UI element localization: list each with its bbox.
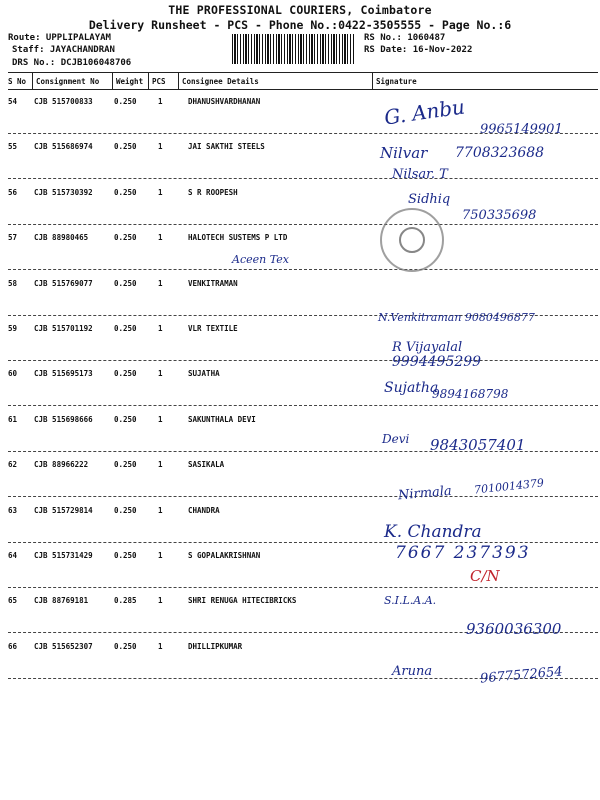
row-consignee: SHRI RENUGA HITECIBRICKS [188, 596, 297, 605]
row-sno: 66 [8, 642, 18, 651]
company-title: THE PROFESSIONAL COURIERS, Coimbatore [168, 3, 432, 17]
row-pcs: 1 [158, 460, 163, 469]
row-weight: 0.250 [114, 188, 137, 197]
row-consignee: HALOTECH SUSTEMS P LTD [188, 233, 288, 242]
row-consignee: CHANDRA [188, 506, 220, 515]
table-header [8, 72, 598, 90]
barcode [232, 34, 354, 64]
row-consignment: CJB 515652307 [34, 642, 93, 651]
col-divider [112, 72, 113, 90]
row-weight: 0.250 [114, 97, 137, 106]
col-divider [148, 72, 149, 90]
row-weight: 0.250 [114, 324, 137, 333]
col-sno: S No [8, 77, 27, 86]
handwritten-note: C/N [470, 567, 500, 585]
row-pcs: 1 [158, 551, 163, 560]
handwritten-signature: Nirmala [397, 483, 453, 504]
row-consignment: CJB 515698666 [34, 415, 93, 424]
row-consignment: CJB 515700833 [34, 97, 93, 106]
col-weight: Weight [116, 77, 144, 86]
rs-number: RS No.: 1060487 [364, 33, 446, 43]
row-weight: 0.250 [114, 142, 137, 151]
row-separator [8, 496, 598, 497]
row-consignment: CJB 515729814 [34, 506, 93, 515]
row-pcs: 1 [158, 506, 163, 515]
col-divider [372, 72, 373, 90]
row-separator [8, 269, 598, 270]
handwritten-phone: 9677572654 [479, 664, 564, 687]
route-label: Route: UPPLIPALAYAM [8, 33, 111, 43]
handwritten-note: Nilsar. T [392, 167, 448, 182]
handwritten-signature: Devi [382, 432, 410, 446]
row-pcs: 1 [158, 642, 163, 651]
col-divider [32, 72, 33, 90]
handwritten-signature: N.Venkitraman 9080496877 [378, 311, 535, 324]
row-consignment: CJB 88966222 [34, 460, 89, 469]
row-weight: 0.285 [114, 596, 137, 605]
row-sno: 64 [8, 551, 18, 560]
row-consignee: VLR TEXTILE [188, 324, 238, 333]
drs-label: DRS No.: DCJB106048706 [12, 58, 132, 68]
row-consignment: CJB 515730392 [34, 188, 93, 197]
row-consignee: S R ROOPESH [188, 188, 238, 197]
row-consignee: SASIKALA [188, 460, 225, 469]
row-pcs: 1 [158, 188, 163, 197]
row-separator [8, 587, 598, 588]
row-sno: 55 [8, 142, 18, 151]
row-separator [8, 178, 598, 179]
row-pcs: 1 [158, 324, 163, 333]
row-separator [8, 360, 598, 361]
row-separator [8, 224, 598, 225]
row-pcs: 1 [158, 97, 163, 106]
row-weight: 0.250 [114, 369, 137, 378]
row-sno: 63 [8, 506, 18, 515]
row-consignment: CJB 88769181 [34, 596, 89, 605]
col-consignee: Consignee Details [182, 77, 259, 86]
row-weight: 0.250 [114, 415, 137, 424]
handwritten-phone: 7010014379 [473, 476, 545, 497]
handwritten-phone: 7667 237393 [395, 543, 531, 563]
row-sno: 62 [8, 460, 18, 469]
row-consignee: SUJATHA [188, 369, 220, 378]
row-sno: 58 [8, 279, 18, 288]
handwritten-phone: 7708323688 [455, 145, 545, 161]
handwritten-signature: Aruna [392, 664, 433, 679]
row-pcs: 1 [158, 142, 163, 151]
row-sno: 61 [8, 415, 18, 424]
row-consignee: S GOPALAKRISHNAN [188, 551, 261, 560]
row-consignee: DHILLIPKUMAR [188, 642, 243, 651]
row-weight: 0.250 [114, 506, 137, 515]
row-consignee: DHANUSHVARDHANAN [188, 97, 261, 106]
seal-stamp [380, 208, 444, 272]
row-consignee: SAKUNTHALA DEVI [188, 415, 256, 424]
col-pcs: PCS [152, 77, 166, 86]
handwritten-signature: K. Chandra [384, 522, 482, 542]
row-consignee: VENKITRAMAN [188, 279, 238, 288]
row-weight: 0.250 [114, 642, 137, 651]
row-consignee: JAI SAKTHI STEELS [188, 142, 265, 151]
handwritten-signature: Sujatha [384, 380, 439, 396]
handwritten-signature: G. Anbu [382, 94, 467, 130]
row-sno: 60 [8, 369, 18, 378]
row-consignment: CJB 515769077 [34, 279, 93, 288]
col-divider [178, 72, 179, 90]
row-weight: 0.250 [114, 233, 137, 242]
row-pcs: 1 [158, 233, 163, 242]
staff-label: Staff: JAYACHANDRAN [12, 45, 115, 55]
handwritten-phone: 9360036300 [466, 620, 562, 638]
row-consignment: CJB 515701192 [34, 324, 93, 333]
row-pcs: 1 [158, 596, 163, 605]
row-sno: 56 [8, 188, 18, 197]
row-weight: 0.250 [114, 460, 137, 469]
row-consignment: CJB 88980465 [34, 233, 89, 242]
col-signature: Signature [376, 77, 417, 86]
row-pcs: 1 [158, 279, 163, 288]
row-consignment: CJB 515731429 [34, 551, 93, 560]
row-separator [8, 405, 598, 406]
handwritten-phone: 9994495299 [392, 354, 482, 370]
row-pcs: 1 [158, 369, 163, 378]
col-consignment: Consignment No [36, 77, 100, 86]
row-sno: 54 [8, 97, 18, 106]
row-pcs: 1 [158, 415, 163, 424]
handwritten-note: Aceen Tex [232, 253, 289, 266]
handwritten-phone: 9965149901 [480, 122, 563, 137]
handwritten-phone: 9894168798 [432, 387, 509, 401]
handwritten-phone: 750335698 [462, 208, 537, 223]
row-weight: 0.250 [114, 279, 137, 288]
row-sno: 57 [8, 233, 18, 242]
runsheet-title: Delivery Runsheet - PCS - Phone No.:0422-3505555 - Page No.:6 [88, 18, 512, 32]
row-weight: 0.250 [114, 551, 137, 560]
row-consignment: CJB 515686974 [34, 142, 93, 151]
handwritten-signature: Nilvar [380, 144, 428, 162]
row-sno: 65 [8, 596, 18, 605]
rs-date: RS Date: 16-Nov-2022 [364, 45, 473, 55]
handwritten-signature: S.I.L.A.A. [384, 594, 437, 607]
row-consignment: CJB 515695173 [34, 369, 93, 378]
handwritten-phone: 9843057401 [430, 436, 526, 454]
row-sno: 59 [8, 324, 18, 333]
handwritten-signature: Sidhiq [408, 192, 451, 207]
handwritten-signature: R Vijayalal [392, 340, 463, 355]
